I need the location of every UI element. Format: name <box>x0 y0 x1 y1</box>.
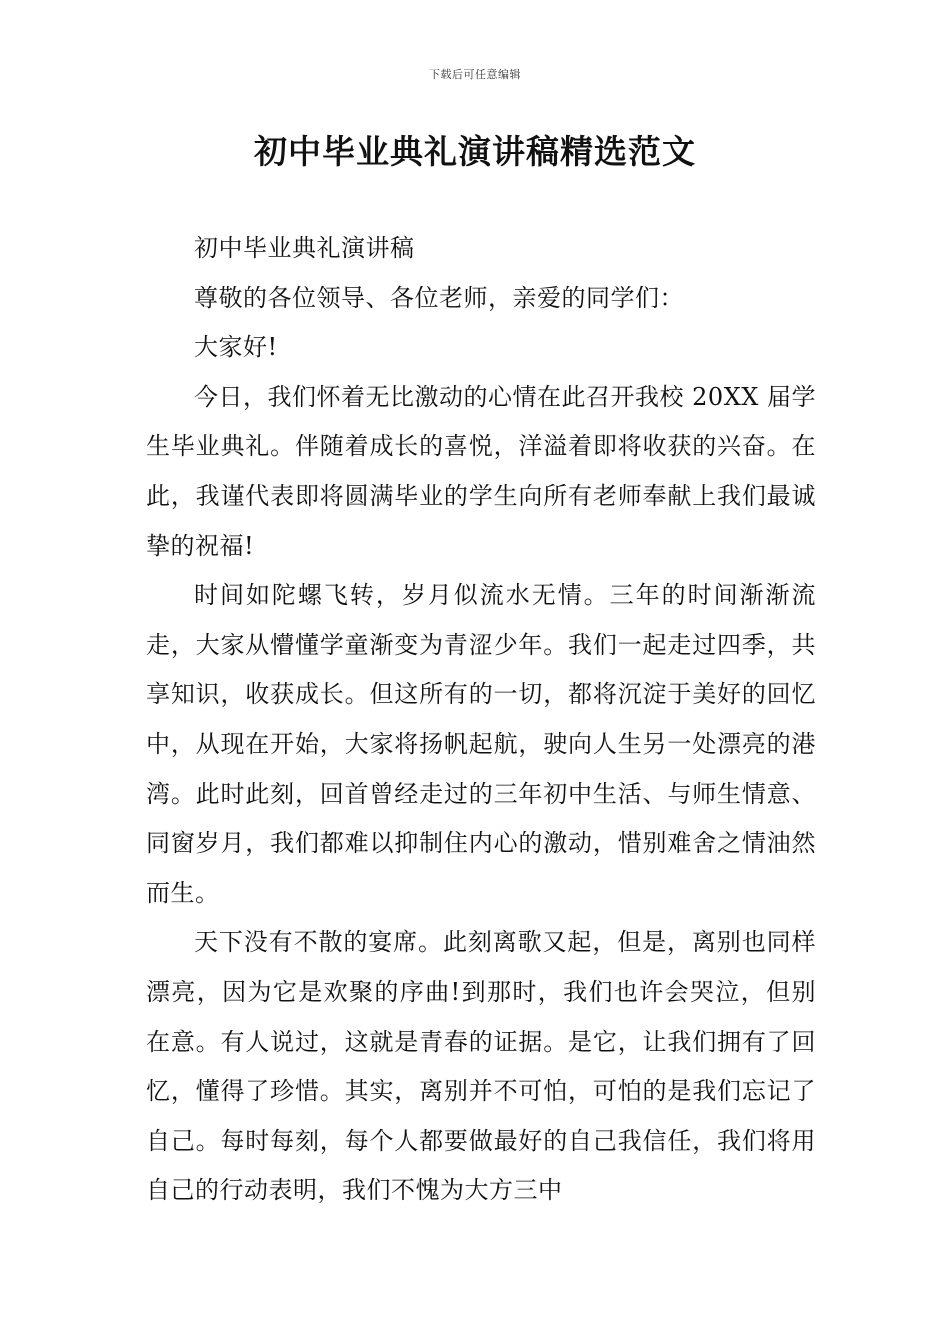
paragraph-opening: 今日，我们怀着无比激动的心情在此召开我校 20XX 届学生毕业典礼。伴随着成长的喜悦，洋溢着即将收获的兴奋。在此，我谨代表即将圆满毕业的学生向所有老师奉献上我们最诚挚的祝福! <box>146 382 816 560</box>
paragraph-greeting: 大家好! <box>194 333 278 362</box>
paragraph-farewell: 天下没有不散的宴席。此刻离歌又起，但是，离别也同样漂亮，因为它是欢聚的序曲!到那时，我们也许会哭泣，但别在意。有人说过，这就是青春的证据。是它，让我们拥有了回忆，懂得了珍惜。其实，离别并不可怕，可怕的是我们忘记了自己。每时每刻，每个人都要做最好的自己我信任，我们将用自己的行动表明，我们不愧为大方三中 <box>146 928 816 1205</box>
paragraph-time: 时间如陀螺飞转，岁月似流水无情。三年的时间渐渐流走，大家从懵懂学童渐变为青涩少年。我们一起走过四季，共享知识，收获成长。但这所有的一切，都将沉淀于美好的回忆中，从现在开始，大家将扬帆起航，驶向人生另一处漂亮的港湾。此时此刻，回首曾经走过的三年初中生活、与师生情意、同窗岁月，我们都难以抑制住内心的激动，惜别难舍之情油然而生。 <box>146 581 816 907</box>
paragraph-salutation: 尊敬的各位领导、各位老师，亲爱的同学们： <box>194 283 684 312</box>
download-note: 下载后可任意编辑 <box>429 68 521 81</box>
document-body <box>146 224 816 1216</box>
paragraph-subtitle: 初中毕业典礼演讲稿 <box>194 234 415 262</box>
document-title: 初中毕业典礼演讲稿精选范文 <box>254 132 696 171</box>
